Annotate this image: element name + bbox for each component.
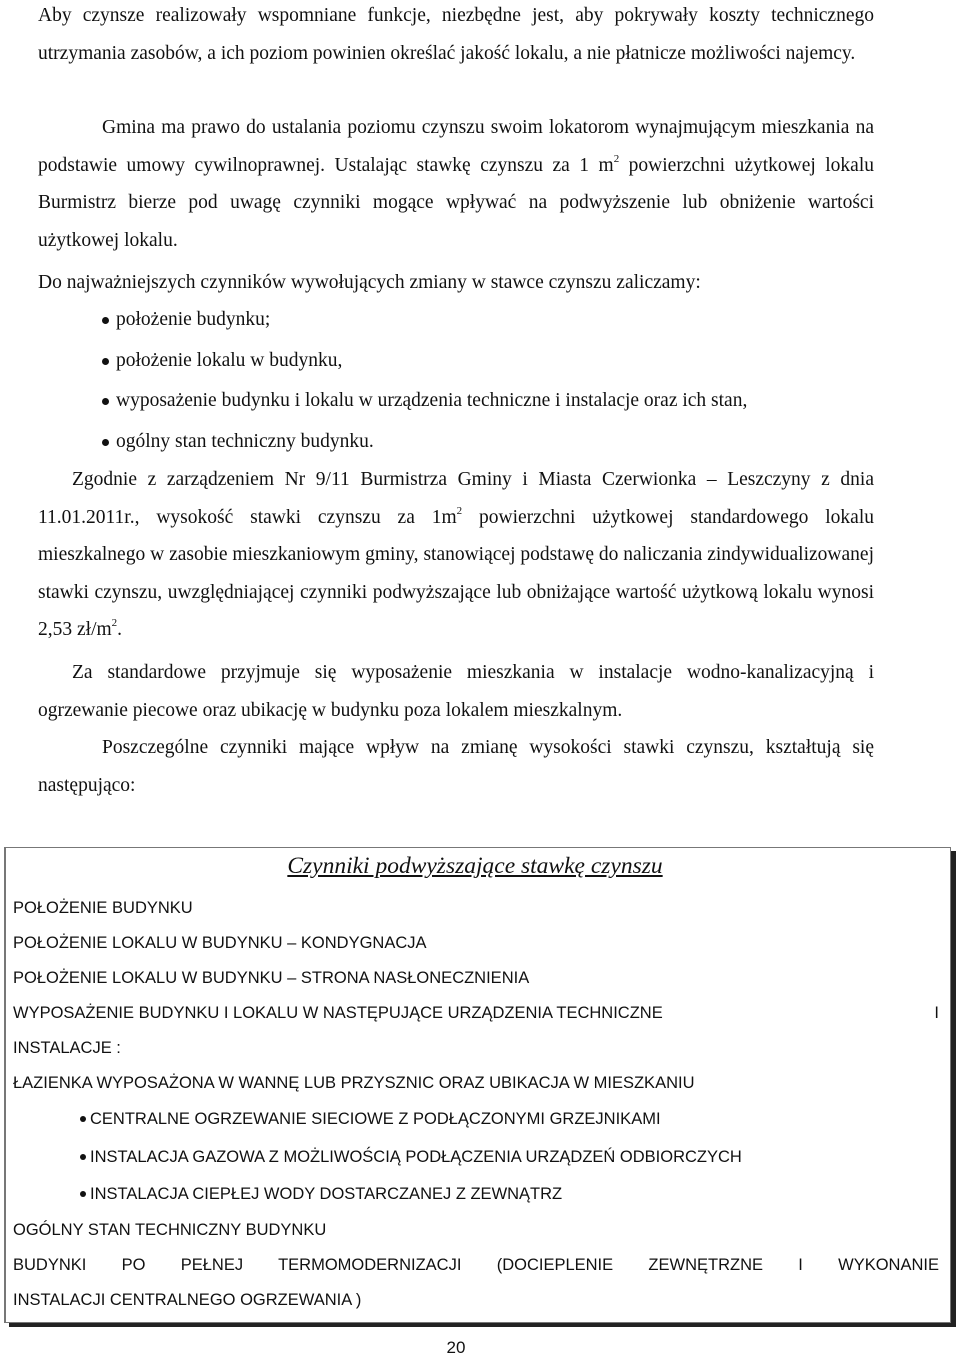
page-number: 20 (446, 1338, 466, 1357)
paragraph-ordinance-text-3: . (117, 619, 123, 640)
paragraph-commune-rights-text-2: powierzchni użytkowej lokalu Burmistrz bierze pod uwagę czynniki mogące wpływać na podwyższenie lub obniżenie wartości użytkowej lokalu. (38, 154, 874, 251)
paragraph-commune-rights (38, 109, 874, 259)
box-sub-item-heating: CENTRALNE OGRZEWANIE SIECIOWE Z PODŁĄCZONYMI GRZEJNIKAMI (80, 1109, 960, 1129)
paragraph-standard-equipment: Za standardowe przyjmuje się wyposażenie mieszkania w instalacje wodno-kanalizacyjną i ogrzewanie piecowe oraz ubikację w budynku poza lokalem mieszkalnym. (38, 662, 874, 721)
paragraph-individual-factors: Poszczególne czynniki mające wpływ na zmianę wysokości stawki czynszu, kształtują się następująco: (38, 737, 874, 796)
paragraph-rent-functions: Aby czynsze realizowały wspomniane funkcje, niezbędne jest, aby pokrywały koszty technicznego utrzymania zasobów, a ich poziom powinien określać jakość lokalu, a nie płatnicze możliwości najemcy. (38, 5, 874, 64)
box-line-technical-condition: OGÓLNY STAN TECHNICZNY BUDYNKU (13, 1221, 327, 1239)
factors-list (102, 300, 747, 463)
paragraph-factors-intro: Do najważniejszych czynników wywołujących zmiany w stawce czynszu zaliczamy: (38, 272, 701, 293)
box-title: Czynniki podwyższające stawkę czynszu (287, 853, 663, 879)
paragraph-ordinance (38, 461, 874, 649)
superscript-2: 2 (456, 504, 463, 517)
box-line-equipment-end: I (934, 1004, 939, 1022)
box-line-bathroom: ŁAZIENKA WYPOSAŻONA W WANNĘ LUB PRZYSZNIC ORAZ UBIKACJA W MIESZKANIU (13, 1074, 695, 1092)
box-line-floor: POŁOŻENIE LOKALU W BUDYNKU – KONDYGNACJA (13, 934, 427, 952)
box-line-building-location: POŁOŻENIE BUDYNKU (13, 899, 193, 917)
box-line-thermomodernization: BUDYNKI PO PEŁNEJ TERMOMODERNIZACJI (DOCIEPLENIE ZEWNĘTRZNE I WYKONANIE (13, 1256, 939, 1274)
list-item: ogólny stan techniczny budynku. (102, 422, 747, 463)
box-line-equipment-text: WYPOSAŻENIE BUDYNKU I LOKALU W NASTĘPUJĄCE URZĄDZENIA TECHNICZNE (13, 1004, 663, 1022)
box-line-installations: INSTALACJE : (13, 1039, 121, 1057)
paragraph-ordinance-text: Zgodnie z zarządzeniem Nr 9/11 Burmistrza Gminy i Miasta Czerwionka – Leszczyny z dnia 11.01.2011r., wysokość stawki czynszu za 1m (38, 469, 874, 528)
superscript-2: 2 (111, 617, 118, 629)
box-line-central-heating: INSTALACJI CENTRALNEGO OGRZEWANIA ) (13, 1291, 362, 1309)
box-sub-item-gas: INSTALACJA GAZOWA Z MOŻLIWOŚCIĄ PODŁĄCZENIA URZĄDZEŃ ODBIORCZYCH (80, 1147, 960, 1167)
box-sub-item-hot-water: INSTALACJA CIEPŁEJ WODY DOSTARCZANEJ Z ZEWNĄTRZ (80, 1184, 960, 1204)
paragraph-commune-rights-text: Gmina ma prawo do ustalania poziomu czynszu swoim lokatorom wynajmującym mieszkania na podstawie umowy cywilnoprawnej. Ustalając stawkę czynszu za 1 m (38, 117, 874, 176)
paragraph-ordinance-text-2: powierzchni użytkowej standardowego lokalu mieszkalnego w zasobie mieszkaniowym gminy, stanowiącej podstawę do naliczania zindywidualizowanej stawki czynszu, uwzględniającej czynniki podwyższające lub obniżające wartość użytkową lokalu wynosi 2,53 zł/m (38, 506, 874, 640)
box-line-equipment (13, 1003, 939, 1023)
superscript-2: 2 (613, 152, 620, 165)
list-item: położenie lokalu w budynku, (102, 341, 747, 382)
list-item: wyposażenie budynku i lokalu w urządzenia techniczne i instalacje oraz ich stan, (102, 381, 747, 422)
box-line-sun-exposure: POŁOŻENIE LOKALU W BUDYNKU – STRONA NASŁONECZNIENIA (13, 969, 530, 987)
list-item: położenie budynku; (102, 300, 747, 341)
